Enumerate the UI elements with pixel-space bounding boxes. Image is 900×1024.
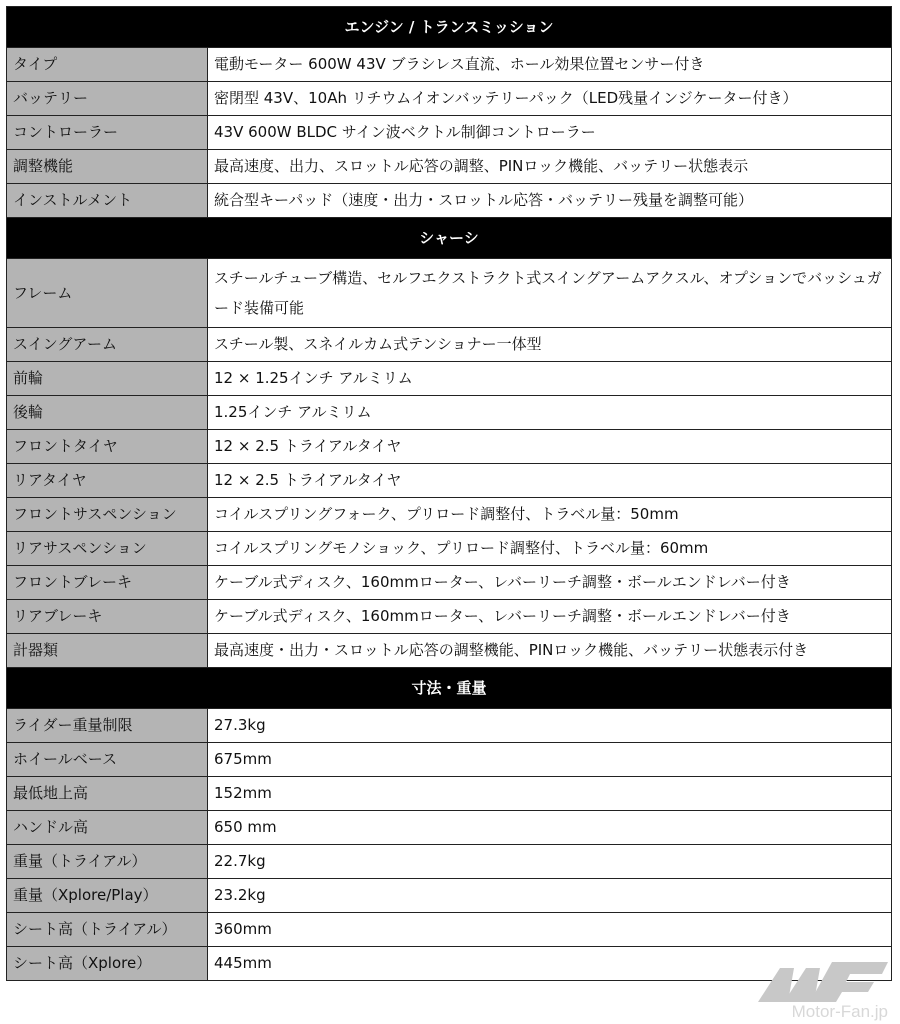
table-row [7, 184, 892, 218]
section-header [7, 218, 892, 259]
section-title: エンジン / トランスミッション [7, 7, 892, 48]
table-row [7, 566, 892, 600]
spec-label: リアタイヤ [7, 464, 208, 498]
table-row [7, 362, 892, 396]
table-row [7, 709, 892, 743]
table-row [7, 48, 892, 82]
spec-label: フロントブレーキ [7, 566, 208, 600]
section-title: シャーシ [7, 218, 892, 259]
spec-value: スチールチューブ構造、セルフエクストラクト式スイングアームアクスル、オプションでバッシュガード装備可能 [208, 259, 892, 328]
spec-label: ホイールベース [7, 743, 208, 777]
spec-value: 152mm [208, 777, 892, 811]
table-row [7, 464, 892, 498]
spec-value: スチール製、スネイルカム式テンショナー一体型 [208, 328, 892, 362]
spec-label: 前輪 [7, 362, 208, 396]
table-row [7, 82, 892, 116]
spec-label: 重量（トライアル） [7, 845, 208, 879]
spec-value: 22.7kg [208, 845, 892, 879]
spec-label: 重量（Xplore/Play） [7, 879, 208, 913]
spec-label: リアサスペンション [7, 532, 208, 566]
spec-label: フロントタイヤ [7, 430, 208, 464]
table-row [7, 328, 892, 362]
table-row [7, 430, 892, 464]
table-row [7, 396, 892, 430]
spec-value: 密閉型 43V、10Ah リチウムイオンバッテリーパック（LED残量インジケーター付き） [208, 82, 892, 116]
spec-label: 計器類 [7, 634, 208, 668]
table-row [7, 913, 892, 947]
spec-value: 360mm [208, 913, 892, 947]
spec-value: ケーブル式ディスク、160mmローター、レバーリーチ調整・ボールエンドレバー付き [208, 600, 892, 634]
table-row [7, 879, 892, 913]
spec-value: 最高速度・出力・スロットル応答の調整機能、PINロック機能、バッテリー状態表示付き [208, 634, 892, 668]
spec-label: シート高（トライアル） [7, 913, 208, 947]
spec-table [6, 6, 892, 981]
spec-value: 23.2kg [208, 879, 892, 913]
spec-value: 27.3kg [208, 709, 892, 743]
spec-value: 12 × 1.25インチ アルミリム [208, 362, 892, 396]
table-row [7, 777, 892, 811]
table-row [7, 259, 892, 328]
spec-label: フロントサスペンション [7, 498, 208, 532]
spec-value: 1.25インチ アルミリム [208, 396, 892, 430]
table-row [7, 947, 892, 981]
spec-value: 43V 600W BLDC サイン波ベクトル制御コントローラー [208, 116, 892, 150]
section-title: 寸法・重量 [7, 668, 892, 709]
spec-label: コントローラー [7, 116, 208, 150]
spec-value: コイルスプリングモノショック、プリロード調整付、トラベル量：60mm [208, 532, 892, 566]
spec-value: 445mm [208, 947, 892, 981]
spec-label: タイプ [7, 48, 208, 82]
spec-label: フレーム [7, 259, 208, 328]
spec-value: 統合型キーパッド（速度・出力・スロットル応答・バッテリー残量を調整可能） [208, 184, 892, 218]
watermark: Motor-Fan.jp [758, 958, 888, 1022]
section-header [7, 668, 892, 709]
table-row [7, 811, 892, 845]
spec-label: リアブレーキ [7, 600, 208, 634]
table-row [7, 634, 892, 668]
table-row [7, 498, 892, 532]
spec-value: コイルスプリングフォーク、プリロード調整付、トラベル量：50mm [208, 498, 892, 532]
table-row [7, 600, 892, 634]
table-row [7, 743, 892, 777]
spec-label: ハンドル高 [7, 811, 208, 845]
spec-value: 12 × 2.5 トライアルタイヤ [208, 430, 892, 464]
spec-label: ライダー重量制限 [7, 709, 208, 743]
table-row [7, 532, 892, 566]
table-row [7, 116, 892, 150]
spec-value: 12 × 2.5 トライアルタイヤ [208, 464, 892, 498]
spec-value: 電動モーター 600W 43V ブラシレス直流、ホール効果位置センサー付き [208, 48, 892, 82]
spec-label: 最低地上高 [7, 777, 208, 811]
spec-label: バッテリー [7, 82, 208, 116]
spec-value: ケーブル式ディスク、160mmローター、レバーリーチ調整・ボールエンドレバー付き [208, 566, 892, 600]
spec-label: 調整機能 [7, 150, 208, 184]
spec-label: 後輪 [7, 396, 208, 430]
spec-value: 650 mm [208, 811, 892, 845]
spec-label: スイングアーム [7, 328, 208, 362]
spec-value: 最高速度、出力、スロットル応答の調整、PINロック機能、バッテリー状態表示 [208, 150, 892, 184]
table-row [7, 150, 892, 184]
table-row [7, 845, 892, 879]
section-header [7, 7, 892, 48]
spec-label: インストルメント [7, 184, 208, 218]
spec-value: 675mm [208, 743, 892, 777]
spec-label: シート高（Xplore） [7, 947, 208, 981]
